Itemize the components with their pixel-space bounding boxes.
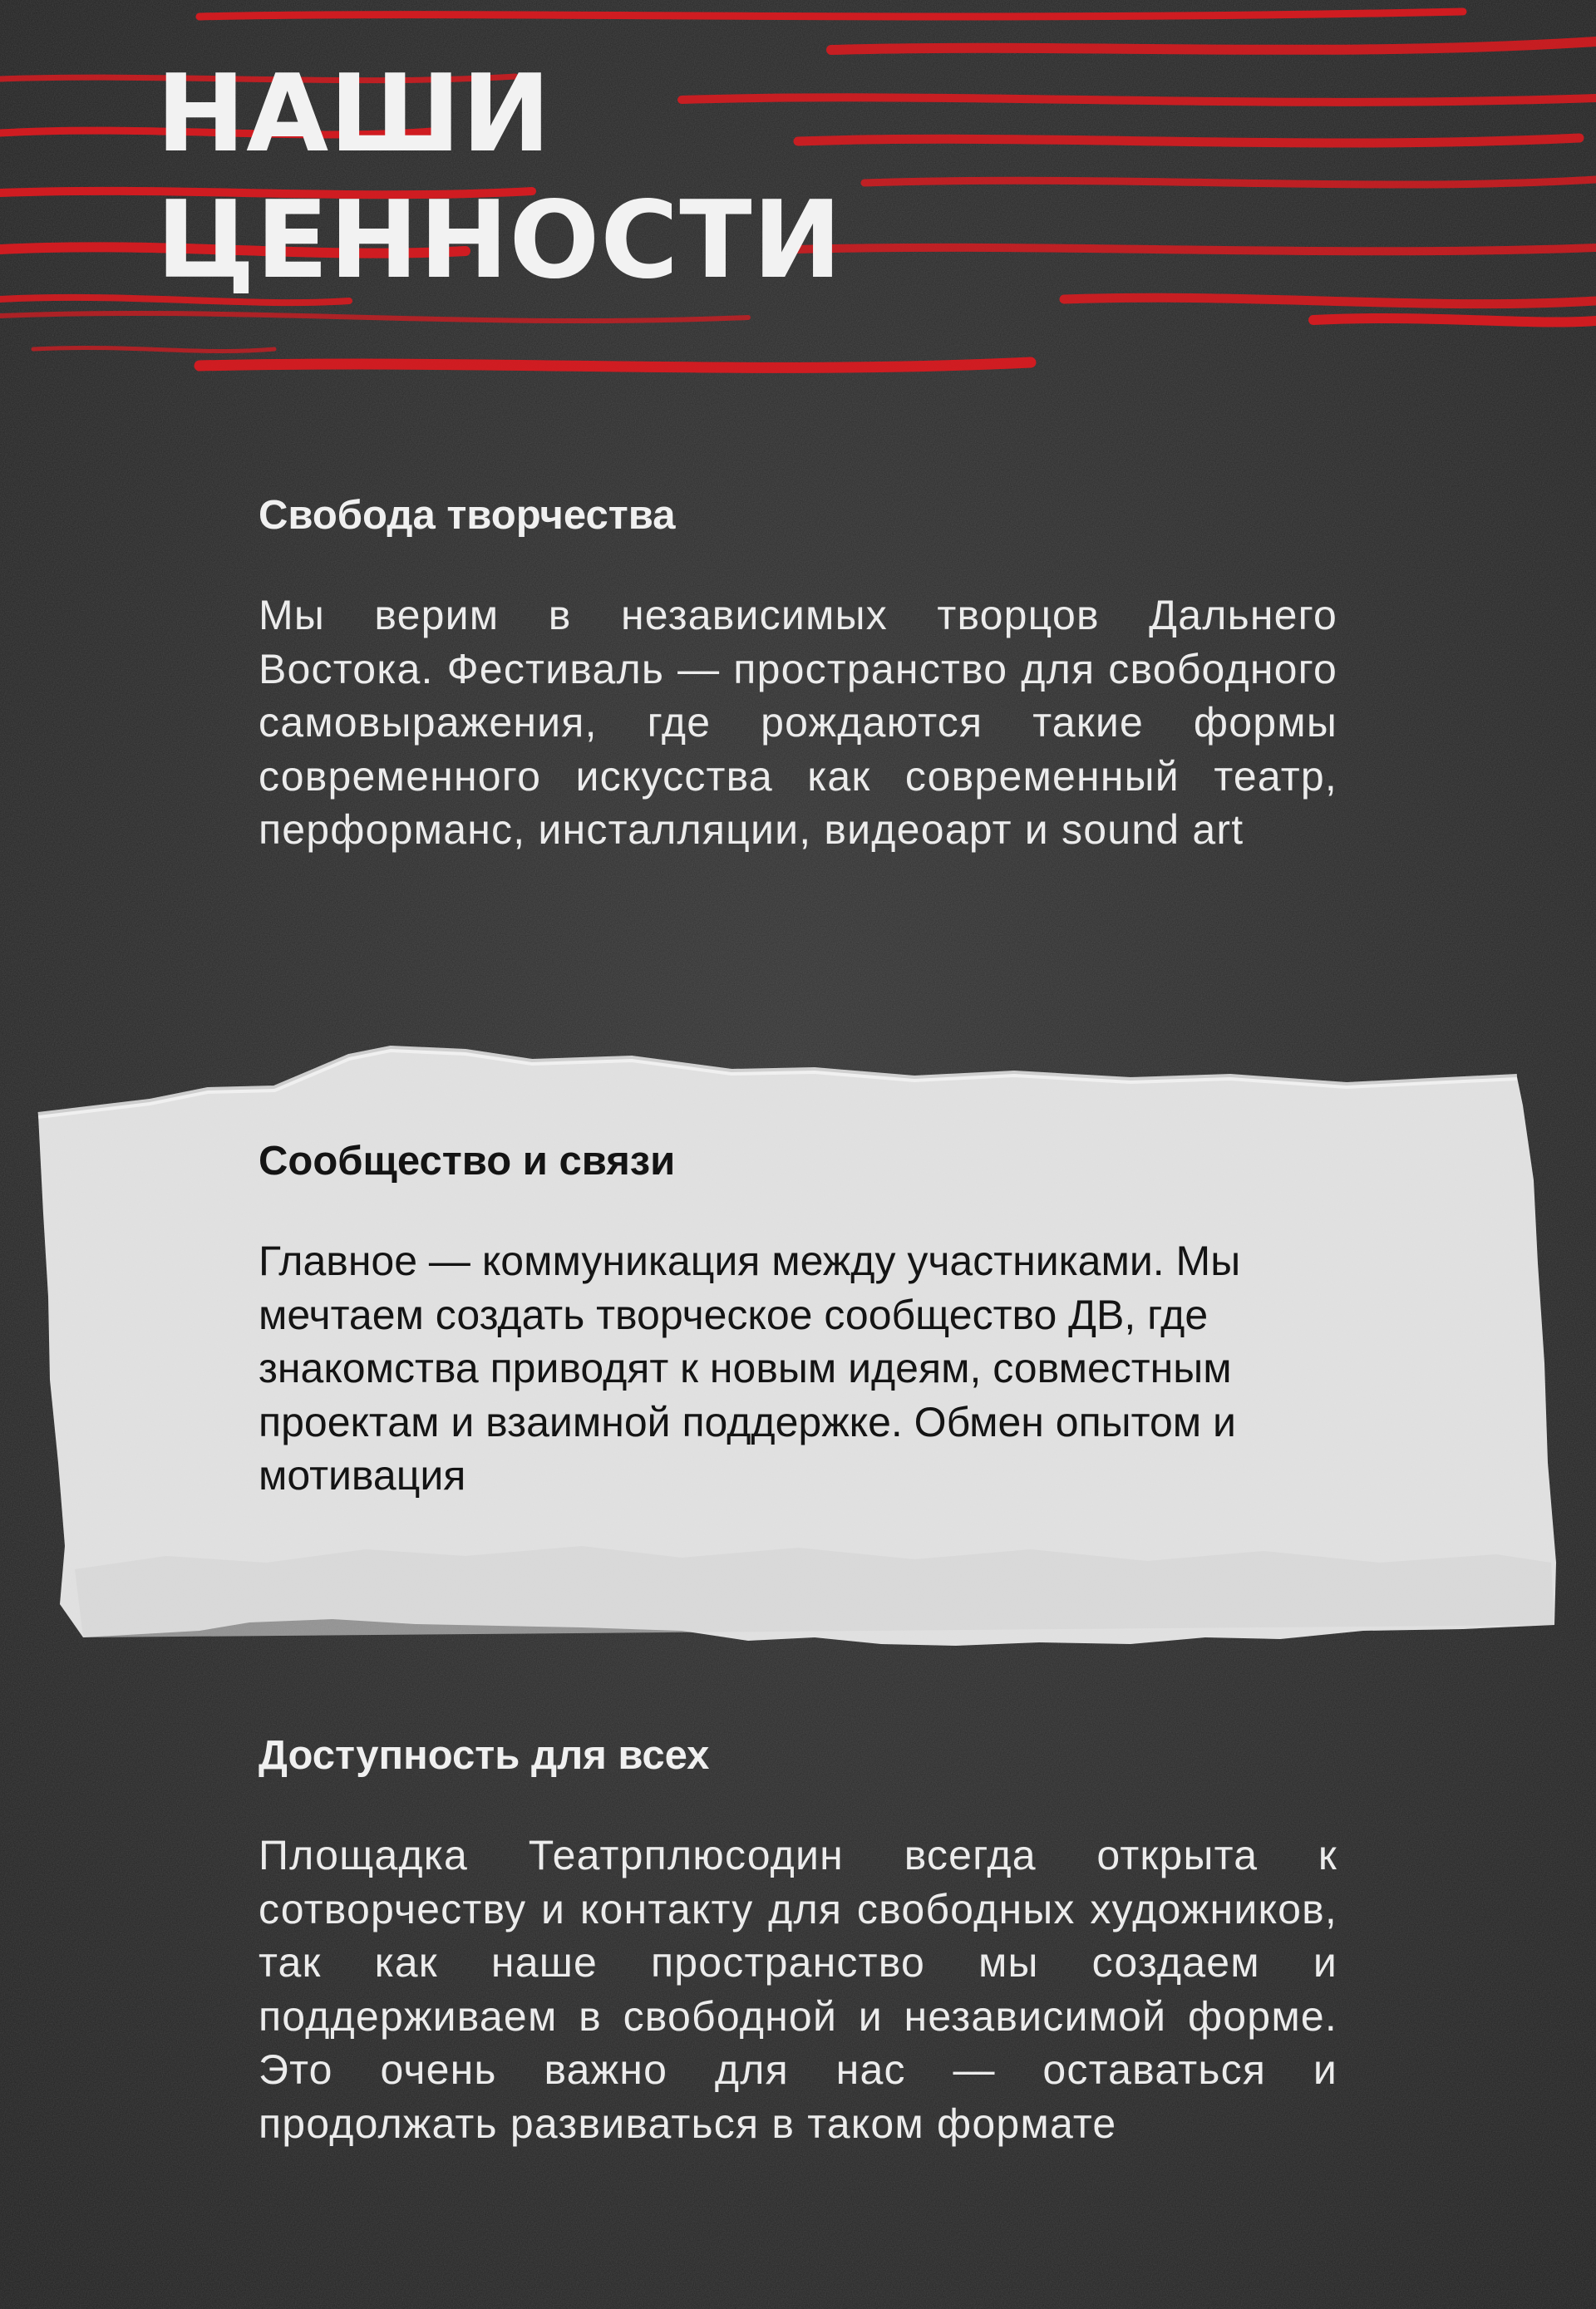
value-section-freedom: [259, 490, 1337, 857]
value-description: Главное — коммуникация между участниками. Мы мечтаем создать творческое сообщество ДВ, где знакомства приводят к новым идеям, совместным проектам и взаимной поддержке. Обмен опытом и мотивация: [259, 1238, 1241, 1499]
value-section-community: [259, 1136, 1337, 1503]
value-heading: Свобода творчества: [259, 493, 676, 538]
value-heading: Сообщество и связи: [259, 1139, 676, 1184]
value-section-accessibility: [259, 1731, 1337, 2150]
value-description: Мы верим в независимых творцов Дальнего Востока. Фестиваль — пространство для свободного самовыражения, где рождаются такие формы современного искусства как современный театр, перформанс, инсталляции, видеоарт и sound art: [259, 592, 1337, 853]
page-title-line-1: НАШИ: [156, 52, 552, 176]
value-description: Площадка Театрплюсодин всегда открыта к сотворчеству и контакту для свободных художников, так как наше пространство мы создаем и поддерживаем в свободной и независимой форме. Это очень важно для нас — оставаться и продолжать развиваться в таком формате: [259, 1832, 1337, 2147]
page-title: [156, 52, 843, 304]
value-heading: Доступность для всех: [259, 1733, 710, 1778]
page-title-line-2: ЦЕННОСТИ: [156, 179, 843, 303]
